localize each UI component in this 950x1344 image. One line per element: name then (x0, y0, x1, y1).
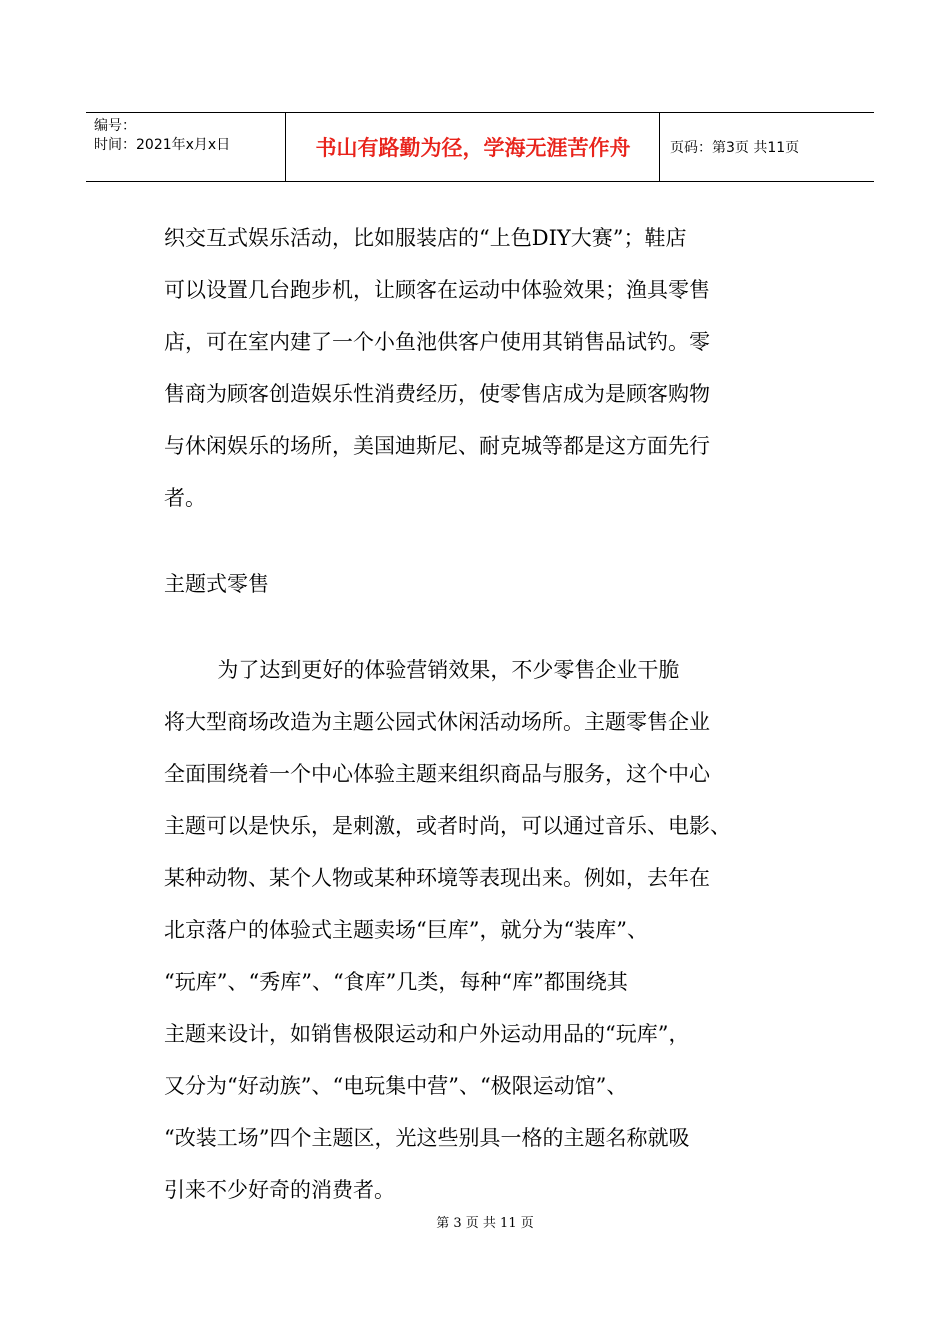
page-footer: 第 3 页 共 11 页 (436, 1216, 534, 1231)
document-date: 时间：2021年x月x日 (94, 137, 231, 153)
paragraph-line: 店，可在室内建了一个小鱼池供客户使用其销售品试钓。零 (164, 330, 710, 354)
paragraph-1 (164, 222, 804, 534)
paragraph-line: 又分为“好动族”、“电玩集中营”、“极限运动馆”、 (164, 1074, 628, 1098)
paragraph-line: 者。 (164, 486, 206, 510)
paragraph-line: “玩库”、“秀库”、“食库”几类，每种“库”都围绕其 (164, 970, 628, 994)
header-motto: 书山有路勤为径，学海无涯苦作舟 (315, 136, 631, 160)
header-meta (94, 117, 230, 155)
paragraph-line: 与休闲娱乐的场所，美国迪斯尼、耐克城等都是这方面先行 (164, 434, 710, 458)
paragraph-line: 可以设置几台跑步机，让顾客在运动中体验效果；渔具零售 (164, 278, 710, 302)
paragraph-line: 某种动物、某个人物或某种环境等表现出来。例如，去年在 (164, 866, 710, 890)
paragraph-line: 为了达到更好的体验营销效果，不少零售企业干脆 (164, 658, 680, 682)
paragraph-2 (164, 654, 804, 1226)
document-header (86, 112, 874, 182)
document-body (164, 222, 804, 1226)
paragraph-line: 主题可以是快乐，是刺激，或者时尚，可以通过音乐、电影、 (164, 814, 731, 838)
paragraph-line: 北京落户的体验式主题卖场“巨库”，就分为“装库”、 (164, 918, 648, 942)
paragraph-line: 售商为顾客创造娱乐性消费经历，使零售店成为是顾客购物 (164, 382, 710, 406)
paragraph-line: 将大型商场改造为主题公园式休闲活动场所。主题零售企业 (164, 710, 710, 734)
section-heading: 主题式零售 (164, 572, 269, 596)
paragraph-line: 织交互式娱乐活动，比如服装店的“上色DIY大赛”；鞋店 (164, 226, 687, 250)
document-number-label: 编号： (94, 118, 136, 134)
paragraph-line: “改装工场”四个主题区，光这些别具一格的主题名称就吸 (164, 1126, 690, 1150)
header-page-code: 页码：第3页 共11页 (670, 140, 800, 156)
paragraph-line: 引来不少好奇的消费者。 (164, 1178, 395, 1202)
paragraph-line: 主题来设计，如销售极限运动和户外运动用品的“玩库”， (164, 1022, 690, 1046)
paragraph-line: 全面围绕着一个中心体验主题来组织商品与服务，这个中心 (164, 762, 710, 786)
header-divider-right (659, 113, 660, 181)
